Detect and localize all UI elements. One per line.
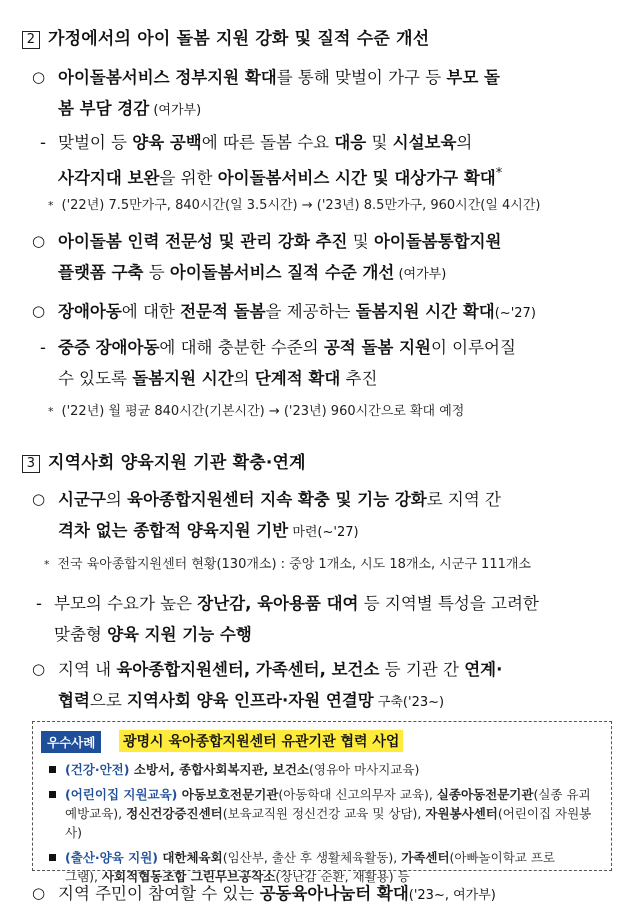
box-list — [47, 760, 603, 892]
dash-marker: - — [40, 133, 46, 152]
section-number-box: 3 — [22, 455, 40, 473]
asterisk-marker: * — [44, 558, 50, 571]
section-title: 가정에서의 아이 돌봄 지원 강화 및 질적 수준 개선 — [48, 29, 430, 49]
asterisk-marker: * — [48, 199, 54, 212]
circle-bullet-icon: ○ — [32, 660, 46, 678]
dash-marker: - — [40, 338, 46, 357]
list-item: (출산·양육 지원) 대한체육회(임산부, 출산 후 생활체육활동), 가족센터(아빠놀이학교 프로 그램), 사회적협동조합 그린무브공작소(장난감 순환, 재활용) 등 — [47, 848, 603, 886]
list-item: (어린이집 지원교육) 아동보호전문기관(아동학대 신고의무자 교육), 실종아동전문기관(실종 유괴 예방교육), 정신건강증진센터(보육교직원 정신건강 교육 및 상담), 자원봉사센터(어린이집 자원봉사) — [47, 785, 603, 842]
list-item: (건강·안전) 소방서, 종합사회복지관, 보건소(영유아 마사지교육) — [47, 760, 603, 779]
circle-bullet-icon: ○ — [32, 302, 46, 320]
footnote: * ('22년) 월 평균 840시간(기본시간) → ('23년) 960시간으로 확대 예정 — [48, 404, 465, 419]
dash-item: - 맞벌이 등 양육 공백에 따른 돌봄 수요 대응 및 시설보육의 사각지대 보완을 위한 아이돌봄서비스 시간 및 대상가구 확대* — [58, 127, 618, 194]
best-practice-badge: 우수사례 — [41, 731, 101, 753]
footnote: * ('22년) 7.5만가구, 840시간(일 3.5시간) → ('23년) 8.5만가구, 960시간(일 4시간) — [48, 198, 541, 213]
bullet-item: ○ 아이돌봄 인력 전문성 및 관리 강화 추진 및 아이돌봄통합지원 플랫폼 구축 등 아이돌봄서비스 질적 수준 개선 (여가부) — [58, 226, 618, 290]
circle-bullet-icon: ○ — [32, 490, 46, 508]
best-practice-box — [32, 721, 612, 884]
square-bullet-icon — [49, 791, 56, 798]
bullet-item: ○ 아이돌봄서비스 정부지원 확대를 통해 맞벌이 가구 등 부모 돌 봄 부담 경감 (여가부) — [58, 62, 618, 126]
box-title: 광명시 육아종합지원센터 유관기관 협력 사업 — [119, 730, 403, 752]
section-3-heading — [22, 448, 306, 473]
section-2-heading — [22, 24, 429, 49]
dash-item: - 중증 장애아동에 대해 충분한 수준의 공적 돌봄 지원이 이루어질 수 있도록 돌봄지원 시간의 단계적 확대 추진 — [58, 332, 618, 394]
section-title: 지역사회 양육지원 기관 확충·연계 — [48, 453, 306, 473]
footnote: * 전국 육아종합지원센터 현황(130개소) : 중앙 1개소, 시도 18개소, 시군구 111개소 — [44, 557, 531, 572]
asterisk-marker: * — [48, 405, 54, 418]
dash-marker: - — [36, 594, 42, 613]
bullet-item: ○ 시군구의 육아종합지원센터 지속 확충 및 기능 강화로 지역 간 격차 없는 종합적 양육지원 기반 마련(~'27) — [58, 484, 618, 548]
bullet-item: ○ 장애아동에 대한 전문적 돌봄을 제공하는 돌봄지원 시간 확대(~'27) — [58, 296, 618, 329]
dash-item: - 부모의 수요가 높은 장난감, 육아용품 대여 등 지역별 특성을 고려한 맞춤형 양육 지원 기능 수행 — [54, 588, 618, 650]
square-bullet-icon — [49, 766, 56, 773]
circle-bullet-icon: ○ — [32, 68, 46, 86]
circle-bullet-icon: ○ — [32, 884, 46, 902]
section-number-box: 2 — [22, 31, 40, 49]
circle-bullet-icon: ○ — [32, 232, 46, 250]
bullet-item: ○ 지역 내 육아종합지원센터, 가족센터, 보건소 등 기관 간 연계· 협력으로 지역사회 양육 인프라·자원 연결망 구축('23~) — [58, 654, 618, 718]
square-bullet-icon — [49, 854, 56, 861]
bullet-item: ○ 지역 주민이 참여할 수 있는 공동육아나눔터 확대('23~, 여가부) — [58, 878, 618, 911]
